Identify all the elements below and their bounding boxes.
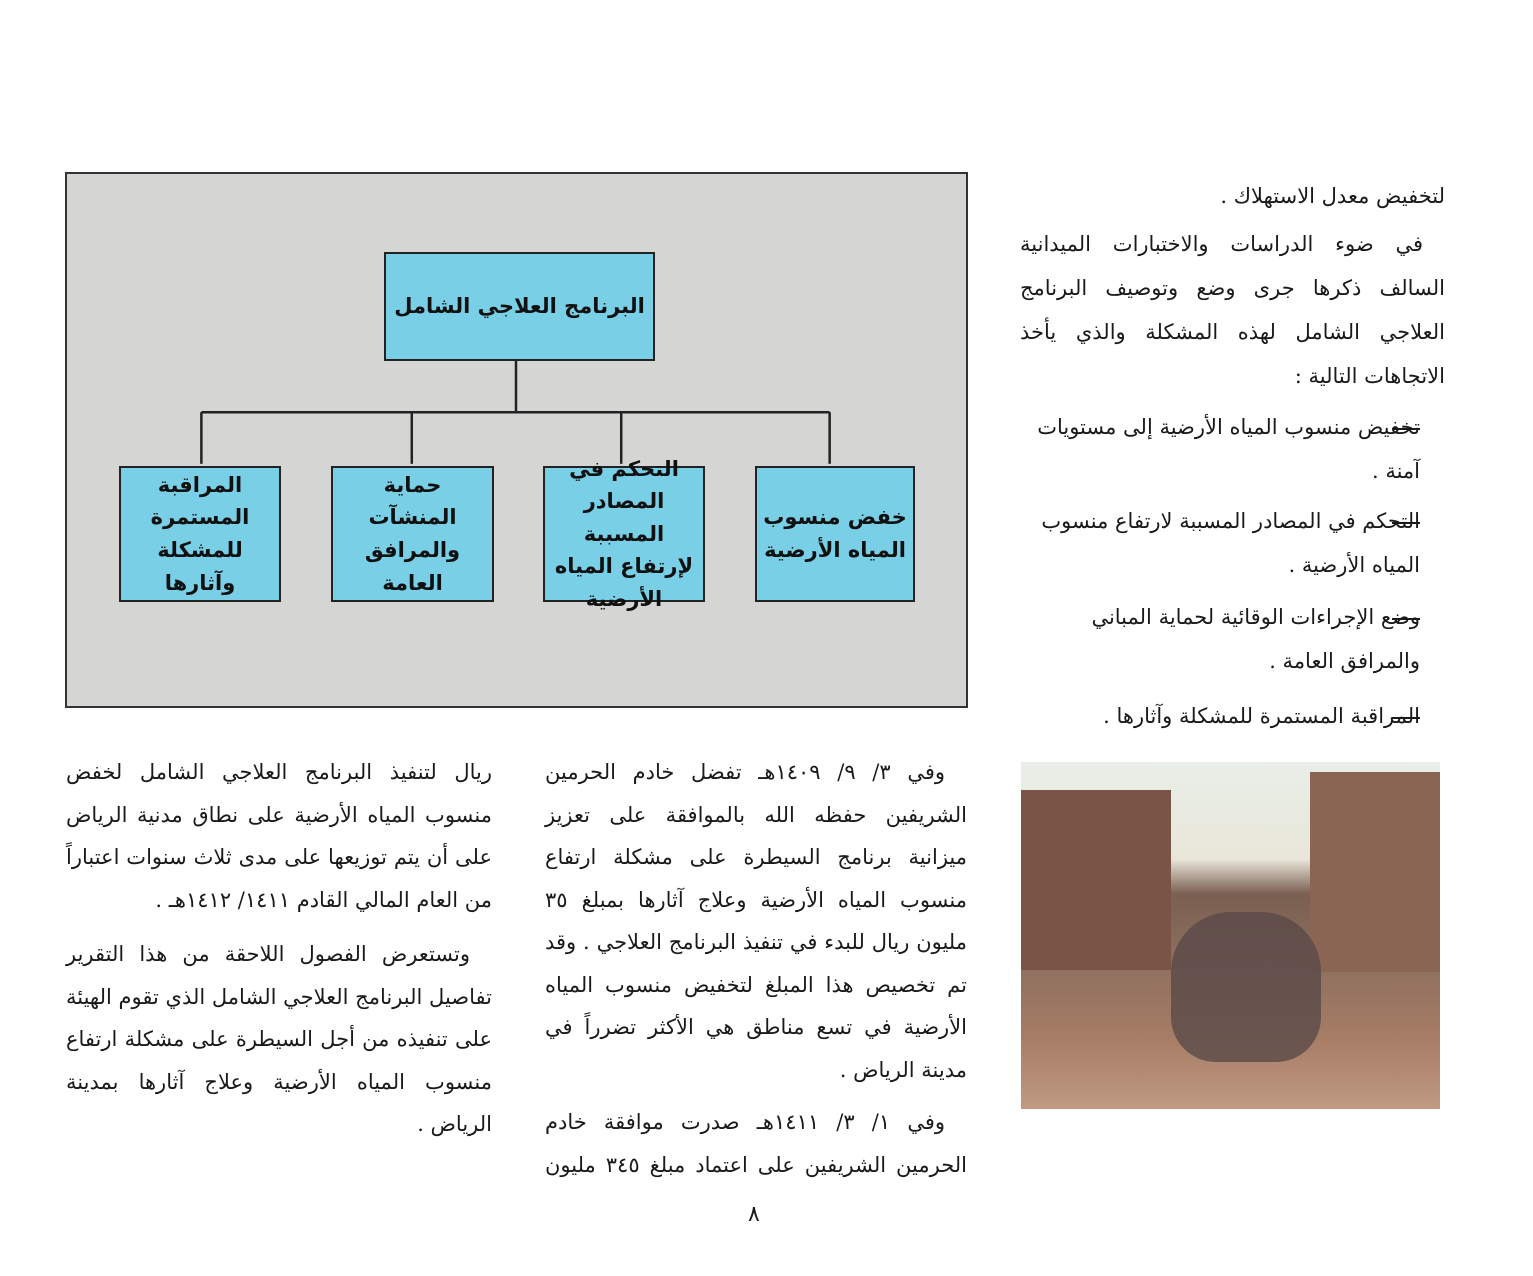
left-paragraph-2: وتستعرض الفصول اللاحقة من هذا التقرير تفاصيل البرنامج العلاجي الشامل الذي تقوم الهيئة على تنفيذه من أجل السيطرة على مشكلة ارتفاع منسوب المياه الأرضية وعلاج آثارها بمدينة الرياض . <box>66 942 492 1136</box>
left-column <box>66 751 492 1146</box>
intro-line: لتخفيض معدل الاستهلاك . <box>1220 184 1445 208</box>
chart-root-box: البرنامج العلاجي الشامل <box>384 252 655 361</box>
photo-water-puddle <box>1171 912 1321 1062</box>
program-org-chart <box>65 172 968 708</box>
photo-building-left <box>1021 790 1171 970</box>
left-paragraph-1: ريال لتنفيذ البرنامج العلاجي الشامل لخفض منسوب المياه الأرضية على نطاق مدنية الرياض على أن يتم توزيعها على مدى ثلاث سنوات اعتباراً من العام المالي القادم ١٤١١/ ١٤١٢هـ . <box>66 760 492 912</box>
bullet-item: وضع الإجراءات الوقائية لحماية المباني والمرافق العامة . <box>1091 605 1420 673</box>
bullet-item: تخفيض منسوب المياه الأرضية إلى مستويات آمنة . <box>1037 415 1420 483</box>
middle-column <box>545 751 967 1186</box>
right-column-paragraph <box>1020 222 1445 398</box>
bullet-item: التحكم في المصادر المسببة لارتفاع منسوب المياه الأرضية . <box>1041 509 1420 577</box>
program-directions-paragraph: في ضوء الدراسات والاختبارات الميدانية السالف ذكرها جرى وضع وتوصيف البرنامج العلاجي الشامل لهذه المشكلة والذي يأخذ الاتجاهات التالية : <box>1020 232 1445 388</box>
bullet-item: المراقبة المستمرة للمشكلة وآثارها . <box>1103 704 1420 728</box>
photo-building-right <box>1310 772 1440 972</box>
middle-paragraph-2: وفي ١/ ٣/ ١٤١١هـ صدرت موافقة خادم الحرمين الشريفين على اعتماد مبلغ ٣٤٥ مليون <box>545 1110 968 1177</box>
flooded-street-photo <box>1021 762 1440 1109</box>
chart-box-control-sources: التحكم في المصادر المسببة لإرتفاع المياه الأرضية <box>543 466 705 602</box>
chart-box-protect-facilities: حماية المنشآت والمرافق العامة <box>331 466 494 602</box>
chart-box-lower-groundwater: خفض منسوب المياه الأرضية <box>755 466 915 602</box>
middle-paragraph-1: وفي ٣/ ٩/ ١٤٠٩هـ تفضل خادم الحرمين الشريفين حفظه الله بالموافقة على تعزيز ميزانية برنامج السيطرة على مشكلة ارتفاع منسوب المياه الأرضية وعلاج آثارها بمبلغ ٣٥ مليون ريال للبدء في تنفيذ البرنامج العلاجي . وقد تم تخصيص هذا المبلغ لتخفيض منسوب المياه الأرضية في تسع مناطق هي الأكثر تضرراً في مدينة الرياض . <box>545 760 967 1082</box>
page-number: ٨ <box>748 1202 760 1227</box>
right-column-intro <box>1020 174 1445 218</box>
chart-box-monitoring: المراقبة المستمرة للمشكلة وآثارها <box>119 466 281 602</box>
